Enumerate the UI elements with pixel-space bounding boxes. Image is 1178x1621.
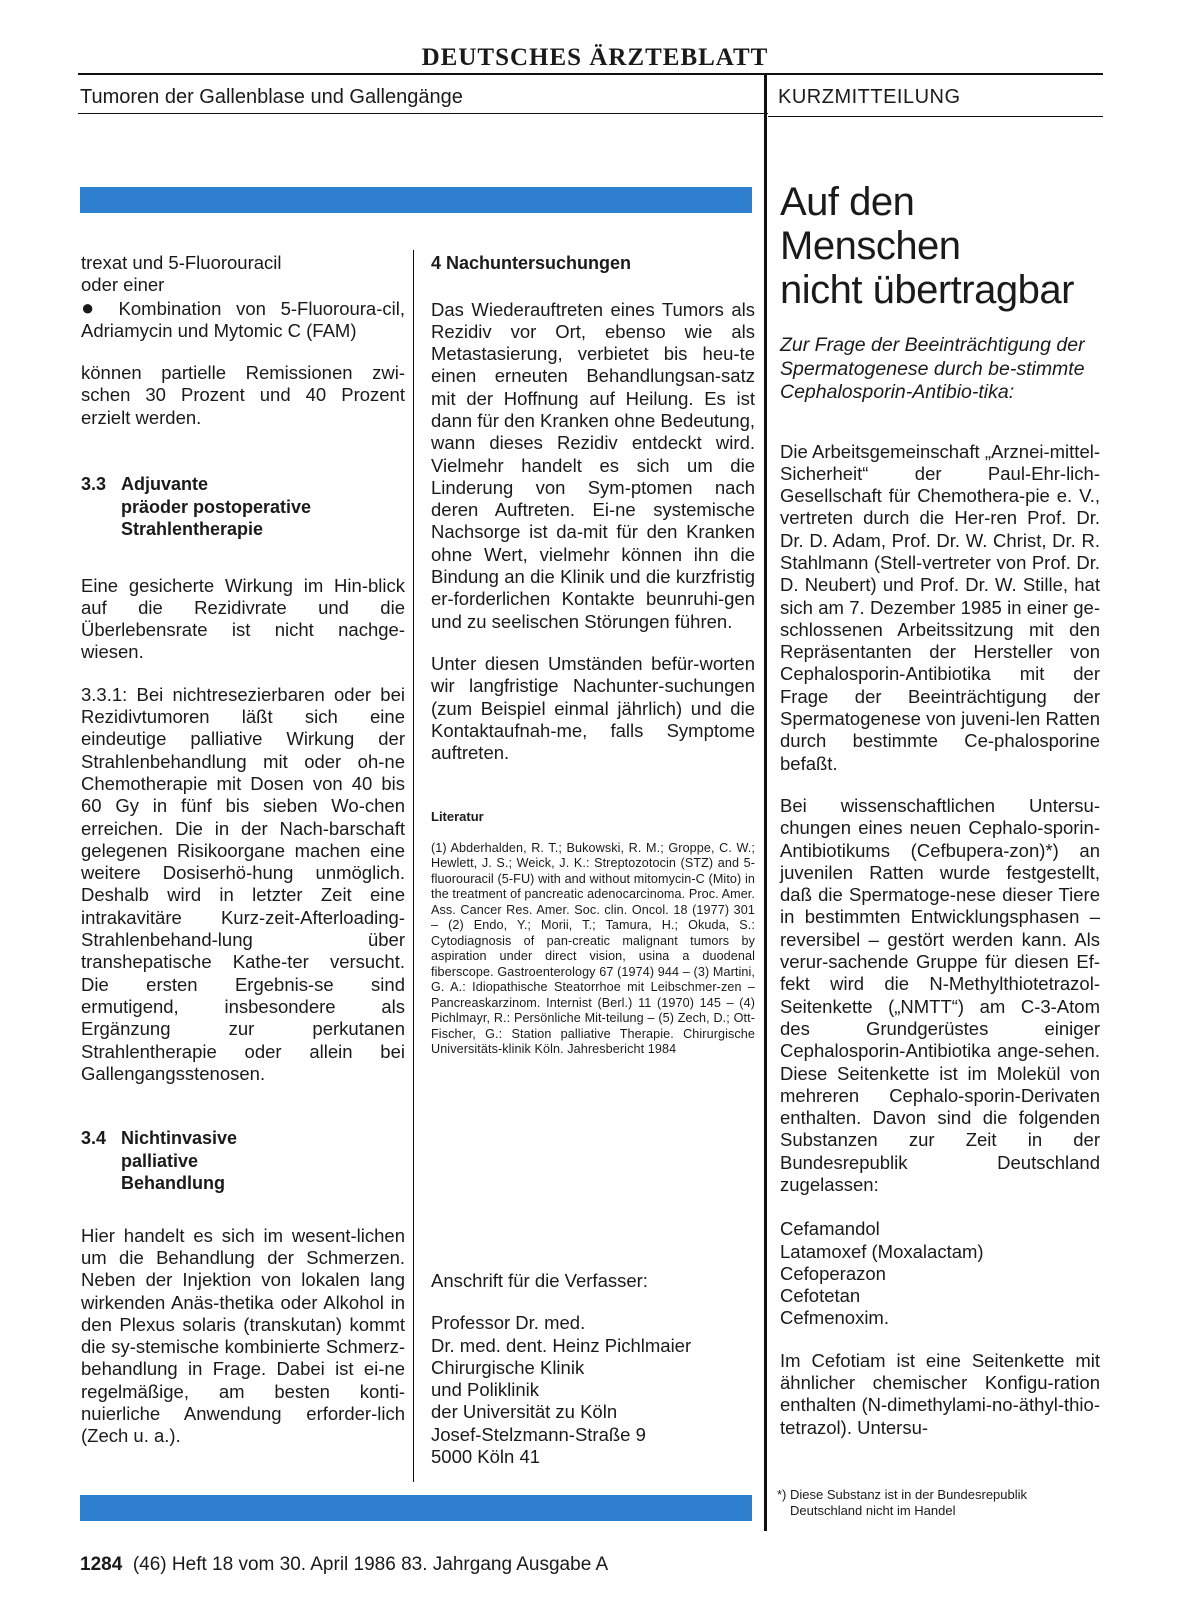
paragraph: trexat und 5-Fluorouracil bbox=[81, 252, 282, 273]
address-line: Professor Dr. med. bbox=[431, 1312, 586, 1334]
address-line: Josef-Stelzmann-Straße 9 bbox=[431, 1423, 646, 1445]
paragraph: können partielle Remissionen zwi-schen 30 Prozent und 40 Prozent erzielt werden. bbox=[81, 362, 405, 428]
paragraph: oder einer bbox=[81, 274, 165, 296]
paragraph: 3.3.1: Bei nichtresezierbaren oder bei Rezidivtumoren läßt sich eine eindeutige palliative Wirkung der Strahlenbehandlung mit oder oh-ne Chemotherapie mit Dosen von 40 bis 60 Gy in fünf bis sieben Wo-chen erreichen. Die in der Nach-barschaft gelegenen Risikoorgane machen eine weitere Dosiserhö-hung unmöglich. Deshalb wird in letzter Zeit eine intrakavitäre Kurz-zeit-Afterloading-Strahlenbehand-lung über transhepatische Kathe-ter versucht. Die ersten Ergebnis-se sind ermutigend, insbesondere als Ergänzung zur perkutanen Strahlentherapie oder allein bei Gallengangsstenosen. bbox=[81, 683, 405, 1084]
section-label: KURZMITTEILUNG bbox=[778, 86, 961, 108]
list-item: Latamoxef (Moxalactam) bbox=[780, 1240, 984, 1262]
column-left bbox=[81, 252, 405, 1448]
title-line: Auf den Menschen bbox=[780, 180, 961, 268]
address-line: der Universität zu Köln bbox=[431, 1401, 618, 1423]
address-line: Dr. med. dent. Heinz Pichlmaier bbox=[431, 1334, 692, 1356]
footnote bbox=[777, 1487, 1107, 1519]
paragraph: Unter diesen Umständen befür-worten wir langfristige Nachunter-suchungen (zum Beispiel einmal jährlich) und die Kontaktaufnah-me, falls Symptome auftreten. bbox=[431, 652, 755, 764]
issue-info: (46) Heft 18 vom 30. April 1986 83. Jahrgang Ausgabe A bbox=[132, 1554, 609, 1575]
paragraph: Hier handelt es sich im wesent-lichen um die Behandlung der Schmerzen. Neben der Injektion von lokalen lang wirkenden Anäs-thetika oder Alkohol in den Plexus solaris (transkutan) kommt die sy-stemische kombinierte Schmerz-behandlung in Frage. Dabei ist ei-ne regelmäßige, am besten konti-nuierliche Anwendung erforder-lich (Zech u. a.). bbox=[81, 1224, 405, 1447]
bullet-text: Kombination von 5-Fluoroura-cil, Adriamycin und Mytomic C (FAM) bbox=[81, 297, 405, 341]
heading-line: Strahlentherapie bbox=[121, 519, 264, 540]
heading-3-4 bbox=[81, 1127, 405, 1195]
paragraph: Das Wiederauftreten eines Tumors als Rezidiv vor Ort, ebenso wie als Metastasierung, verbietet bis heu-te einen erneuten Behandlungsan-satz mit der Hoffnung auf Heilung. Es ist dann für den Kranken ohne Bedeutung, wann dieses Rezidiv entdeckt wird. Vielmehr handelt es sich um die Linderung von Sym-ptomen nach deren Auftreten. Ei-ne systemische Nachsorge ist da-mit für den Kranken ohne Wert, vielmehr können ihn die Bindung an die Klinik und die kurzfristig er-forderlichen Kontakte beunruhi-gen und zu seelischen Störungen führen. bbox=[431, 298, 756, 632]
section-rule-right bbox=[768, 116, 1103, 117]
list-item: Cefoperazon bbox=[780, 1262, 886, 1284]
heading-4: 4 Nachuntersuchungen bbox=[431, 253, 632, 273]
footnote-line: *) Diese Substanz ist in der Bundesrepublik bbox=[777, 1487, 1028, 1502]
paragraph: Bei wissenschaftlichen Untersu-chungen eines neuen Cephalo-sporin-Antibiotikums (Cefbupera-zon)*) an juvenilen Ratten wurde festgestellt, daß die Spermatoge-nese dieser Tiere in bestimmten Entwicklungsphasen – reversibel – gestört werden kann. Als verur-sachende Gruppe für diesen Ef-fekt wird die N-Methylthiotetrazol-Seitenkette („NMTT“) am C-3-Atom des Grundgerüstes einiger Cephalosporin-Antibiotika ange-sehen. Diese Seitenkette ist im Molekül von mehreren Cephalo-sporin-Derivaten enthalten. Davon sind die folgenden Substanzen zur Zeit in der Bundesrepublik Deutschland zugelassen: bbox=[780, 794, 1100, 1195]
section-title: Tumoren der Gallenblase und Gallengänge bbox=[80, 86, 463, 108]
accent-bar-top bbox=[80, 187, 752, 213]
heading-line: palliative bbox=[121, 1150, 199, 1171]
list-item: Cefotetan bbox=[780, 1285, 861, 1307]
accent-bar-bottom bbox=[80, 1495, 752, 1521]
address-heading: Anschrift für die Verfasser: bbox=[431, 1270, 648, 1291]
literature-heading: Literatur bbox=[431, 809, 484, 825]
paragraph: Die Arbeitsgemeinschaft „Arznei-mittel-Sicherheit“ der Paul-Ehr-lich-Gesellschaft für Chemothera-pie e. V., vertreten durch die Her-ren Prof. Dr. Dr. D. Adam, Prof. Dr. W. Christ, Dr. R. Stahlmann (Stell-vertreter von Prof. Dr. D. Neubert) und Prof. Dr. W. Stille, hat sich am 7. Dezember 1985 in einer ge-schlossenen Arbeitssitzung mit den Repräsentanten der Hersteller von Cephalosporin-Antibiotika mit der Frage der Beeinträchtigung der Spermatogenese von juveni-len Ratten durch bestimmte Ce-phalosporine befaßt. bbox=[780, 440, 1100, 774]
literature-list: (1) Abderhalden, R. T.; Bukowski, R. M.; Groppe, C. W.; Hewlett, J. S.; Weick, J. K.: Streptozotocin (STZ) and 5-fluorouracil (5-FU) with and without mitomycin-C (Mito) in the treatment of pancreatic adenocarcinoma. Proc. Amer. Ass. Cancer Res. Amer. Soc. clin. Oncol. 18 (1977) 301 – (2) Endo, Y.; Morii, T.; Tamura, H.; Okuda, S.: Cytodiagnosis of pan-creatic malignant tumors by aspiration under direct vision, usina a duodenal fiberscope. Gastroenterology 67 (1974) 944 – (3) Martini, G. A.: Idiopathische Steatorrhoe mit Leibschmer-zen – Pancreaskarzinom. Internist (Berl.) 11 (1970) 145 – (4) Pichlmayr, R.: Persönliche Mit-teilung – (5) Zech, D.; Ott-Fischer, G.: Station palliative Therapie. Chirurgische Universitäts-klinik Köln. Jahresbericht 1984 bbox=[431, 840, 756, 1057]
masthead: DEUTSCHES ÄRZTEBLATT bbox=[421, 44, 769, 71]
page-footer bbox=[80, 1553, 608, 1577]
address-line: Chirurgische Klinik bbox=[431, 1356, 585, 1378]
paragraph: Eine gesicherte Wirkung im Hin-blick auf die Rezidivrate und die Überlebensrate ist nicht nachge-wiesen. bbox=[81, 574, 405, 663]
bullet-item bbox=[81, 294, 405, 343]
heading-3-3 bbox=[81, 473, 405, 541]
article-title bbox=[780, 180, 1100, 312]
column-middle bbox=[431, 252, 755, 1058]
heading-number: 3.4 bbox=[81, 1128, 107, 1149]
heading-line: Nichtinvasive bbox=[121, 1128, 238, 1149]
section-rule-left bbox=[78, 113, 768, 114]
top-rule bbox=[78, 73, 1103, 75]
footnote-line: Deutschland nicht im Handel bbox=[790, 1503, 956, 1518]
article-subtitle: Zur Frage der Beeinträchtigung der Spermatogenese durch be-stimmte Cephalosporin-Antibio-tika: bbox=[780, 334, 1085, 403]
bullet-icon: ● bbox=[81, 294, 104, 320]
address-line: und Poliklinik bbox=[431, 1379, 539, 1401]
address-line: 5000 Köln 41 bbox=[431, 1446, 541, 1468]
column-divider-middle bbox=[413, 250, 414, 1482]
column-divider-main bbox=[764, 73, 767, 1531]
author-address bbox=[431, 1270, 755, 1468]
list-item: Cefmenoxim. bbox=[780, 1307, 889, 1329]
heading-number: 3.3 bbox=[81, 474, 107, 495]
page-number: 1284 bbox=[80, 1554, 123, 1575]
heading-line: Behandlung bbox=[121, 1173, 225, 1194]
heading-line: Adjuvante bbox=[121, 474, 209, 495]
list-item: Cefamandol bbox=[780, 1218, 880, 1240]
heading-line: präoder postoperative bbox=[121, 496, 312, 517]
paragraph: Im Cefotiam ist eine Seitenkette mit ähnlicher chemischer Konfigu-ration enthalten (N-dimethylami-no-äthyl-thio-tetrazol). Untersu- bbox=[780, 1349, 1100, 1438]
title-line: nicht übertragbar bbox=[780, 268, 1074, 312]
column-right bbox=[780, 180, 1100, 1439]
